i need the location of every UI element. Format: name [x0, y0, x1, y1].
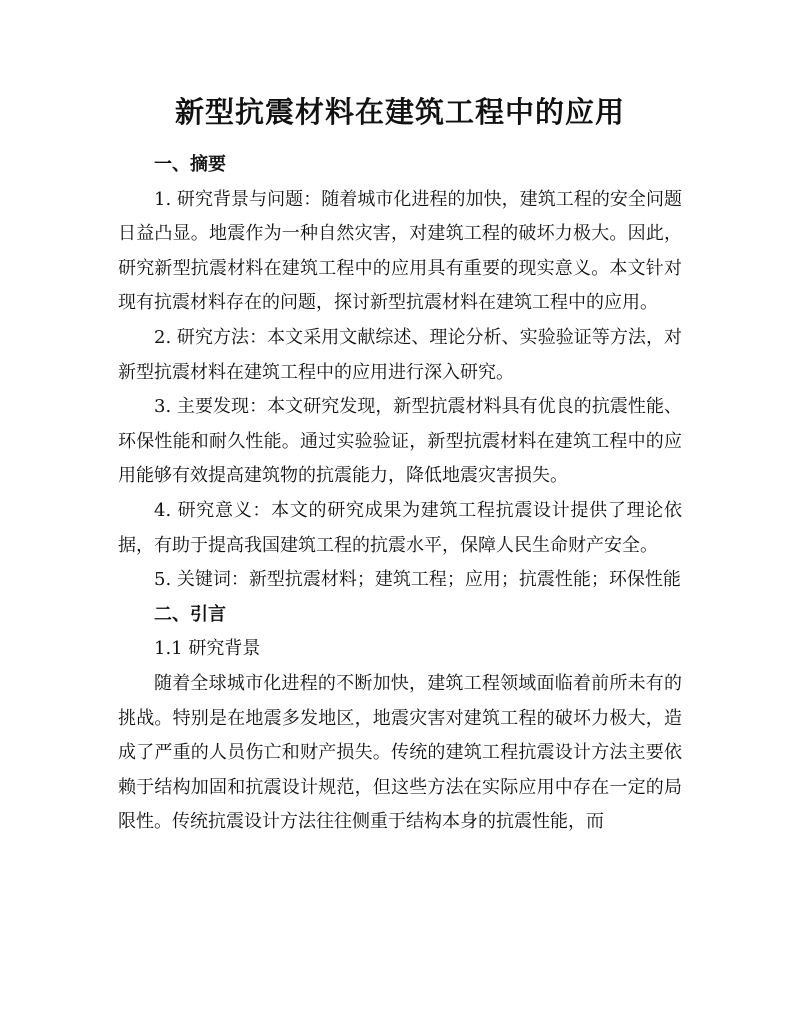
subsection-heading-background: 1.1 研究背景 — [154, 638, 261, 660]
section-heading-introduction: 二、引言 — [154, 603, 226, 625]
abstract-paragraph-background: 1. 研究背景与问题：随着城市化进程的加快，建筑工程的安全问题日益凸显。地震作为一种自然灾害，对建筑工程的破坏力极大。因此，研究新型抗震材料在建筑工程中的应用具有重要的现实意义。本文针对现有抗震材料存在的问题，探讨新型抗震材料在建筑工程中的应用。 — [118, 188, 682, 314]
document-body — [118, 148, 682, 840]
abstract-paragraph-keywords: 5. 关键词：新型抗震材料；建筑工程；应用；抗震性能；环保性能 — [154, 569, 681, 591]
abstract-paragraph-significance: 4. 研究意义：本文的研究成果为建筑工程抗震设计提供了理论依据，有助于提高我国建筑工程的抗震水平，保障人民生命财产安全。 — [118, 499, 682, 556]
section-heading-abstract: 一、摘要 — [154, 154, 226, 175]
introduction-paragraph: 随着全球城市化进程的不断加快，建筑工程领域面临着前所未有的挑战。特别是在地震多发地区，地震灾害对建筑工程的破坏力极大，造成了严重的人员伤亡和财产损失。传统的建筑工程抗震设计方法主要依赖于结构加固和抗震设计规范，但这些方法在实际应用中存在一定的局限性。传统抗震设计方法往往侧重于结构本身的抗震性能，而 — [118, 672, 682, 833]
document-title: 新型抗震材料在建筑工程中的应用 — [174, 95, 625, 129]
abstract-paragraph-findings: 3. 主要发现：本文研究发现，新型抗震材料具有优良的抗震性能、环保性能和耐久性能。通过实验验证，新型抗震材料在建筑工程中的应用能够有效提高建筑物的抗震能力，降低地震灾害损失。 — [118, 396, 682, 487]
abstract-paragraph-method: 2. 研究方法：本文采用文献综述、理论分析、实验验证等方法，对新型抗震材料在建筑工程中的应用进行深入研究。 — [118, 326, 682, 383]
